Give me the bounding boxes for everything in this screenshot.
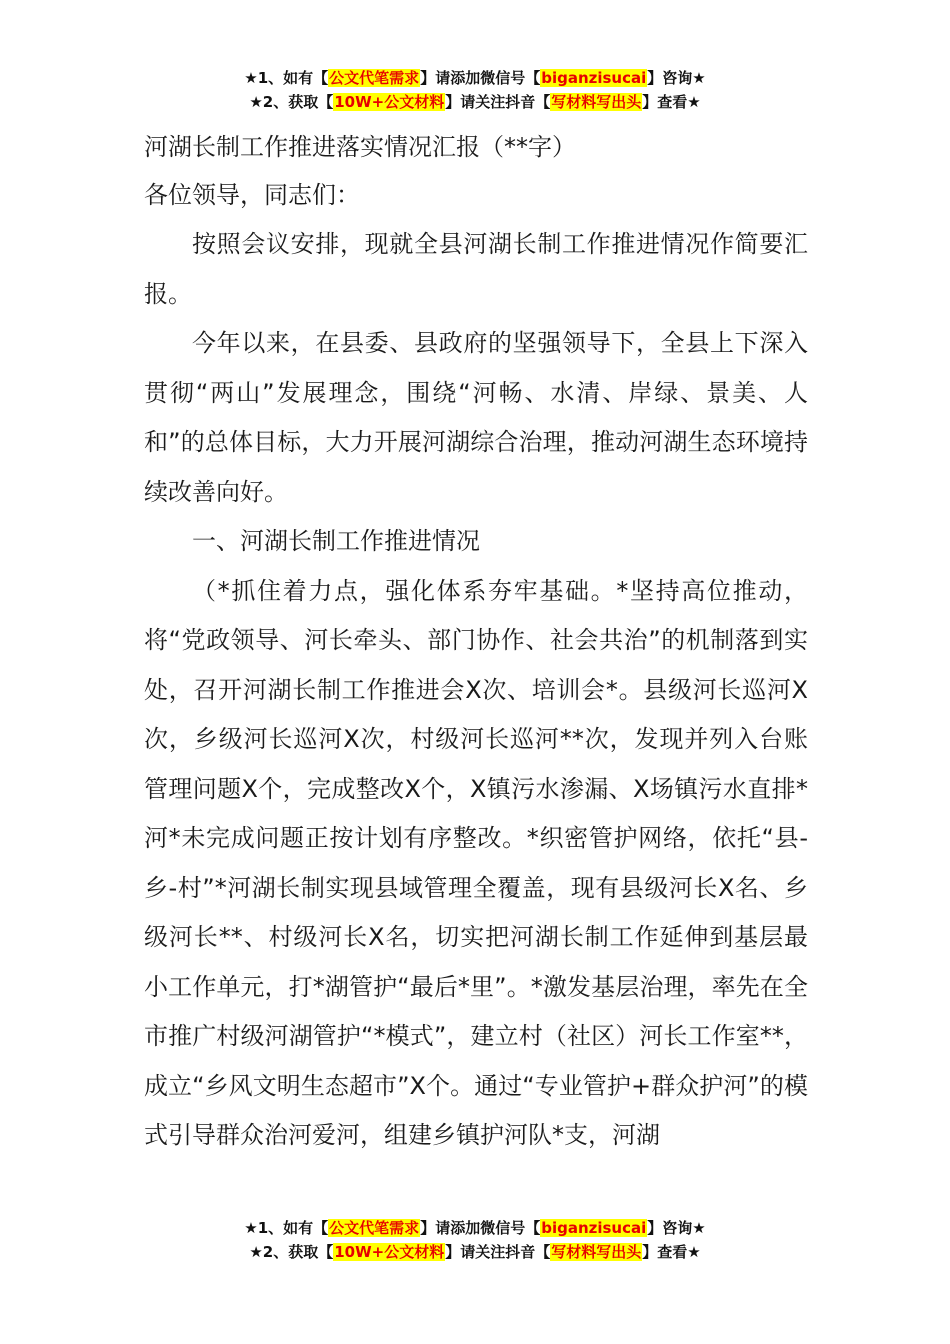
promo-highlight: 公文代笔需求 (329, 69, 420, 87)
promo-text: 】请关注抖音【 (445, 93, 551, 111)
promo-highlight: 写材料写出头 (551, 93, 642, 111)
document-body (144, 220, 808, 1161)
promo-text: 】查看★ (642, 1243, 701, 1261)
promo-text: 】查看★ (642, 93, 701, 111)
promo-text: 】请关注抖音【 (445, 1243, 551, 1261)
promo-highlight: biganzisucai (541, 69, 647, 87)
section-heading: 一、河湖长制工作推进情况 (192, 527, 480, 555)
promo-highlight: 10W+公文材料 (334, 1243, 445, 1261)
salutation: 各位领导，同志们： (144, 181, 360, 209)
paragraph: 按照会议安排，现就全县河湖长制工作推进情况作简要汇报。 (144, 230, 808, 308)
promo-text: 】咨询★ (647, 1219, 706, 1237)
promo-text: 】请添加微信号【 (420, 1219, 541, 1237)
paragraph: 今年以来，在县委、县政府的坚强领导下，全县上下深入贯彻“两山”发展理念，围绕“河畅、水清、岸绿、景美、人和”的总体目标，大力开展河湖综合治理，推动河湖生态环境持续改善向好。 (144, 329, 808, 506)
header-promo-banner (0, 66, 950, 114)
promo-highlight: 10W+公文材料 (334, 93, 445, 111)
promo-highlight: 写材料写出头 (551, 1243, 642, 1261)
promo-text: 】咨询★ (647, 69, 706, 87)
document-title: 河湖长制工作推进落实情况汇报（**字） (144, 133, 576, 161)
promo-text: ★2、获取【 (249, 1243, 334, 1261)
promo-line-2 (0, 90, 950, 114)
promo-line-1 (0, 1216, 950, 1240)
promo-text: 】请添加微信号【 (420, 69, 541, 87)
promo-text: ★1、如有【 (244, 1219, 329, 1237)
paragraph: （*抓住着力点，强化体系夯牢基础。*坚持高位推动，将“党政领导、河长牵头、部门协作、社会共治”的机制落到实处，召开河湖长制工作推进会X次、培训会*。县级河长巡河X次，乡级河长巡河X次，村级河长巡河**次，发现并列入台账管理问题X个，完成整改X个，X镇污水渗漏、X场镇污水直排*河*未完成问题正按计划有序整改。*织密管护网络，依托“县-乡-村”*河湖长制实现县域管理全覆盖，现有县级河长X名、乡级河长**、村级河长X名，切实把河湖长制工作延伸到基层最小工作单元，打*湖管护“最后*里”。*激发基层治理，率先在全市推广村级河湖管护“*模式”，建立村（社区）河长工作室**，成立“乡风文明生态超市”X个。通过“专业管护+群众护河”的模式引导群众治河爱河，组建乡镇护河队*支，河湖 (144, 576, 808, 1149)
promo-line-1 (0, 66, 950, 90)
promo-highlight: 公文代笔需求 (329, 1219, 420, 1237)
footer-promo-banner (0, 1216, 950, 1264)
promo-highlight: biganzisucai (541, 1219, 647, 1237)
promo-text: ★1、如有【 (244, 69, 329, 87)
promo-text: ★2、获取【 (249, 93, 334, 111)
promo-line-2 (0, 1240, 950, 1264)
